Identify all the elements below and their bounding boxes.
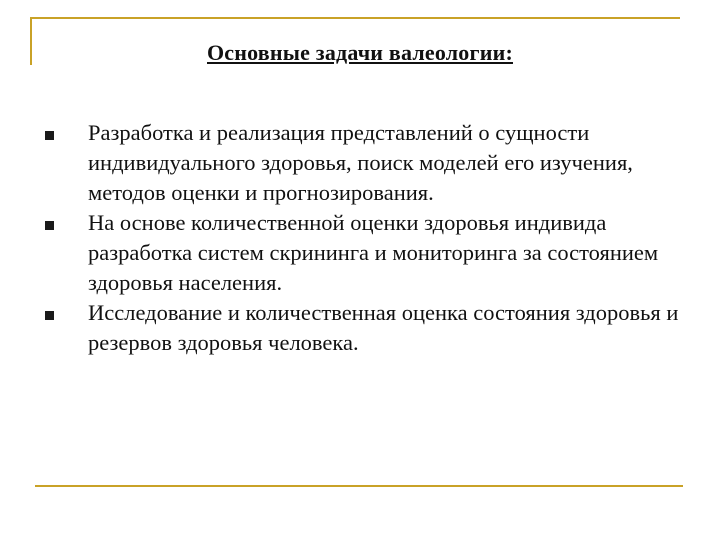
frame-top-line bbox=[30, 17, 680, 19]
list-item bbox=[40, 118, 680, 208]
list-item-text: На основе количественной оценки здоровья индивида разработка систем скрининга и мониторинга за состоянием здоровья населения. bbox=[88, 210, 659, 295]
task-list bbox=[40, 118, 680, 358]
square-bullet-icon bbox=[45, 221, 54, 230]
list-item-text: Разработка и реализация представлений о сущности индивидуального здоровья, поиск моделей его изучения, методов оценки и прогнозирования. bbox=[88, 120, 633, 205]
list-item bbox=[40, 298, 680, 358]
list-item-text: Исследование и количественная оценка состояния здоровья и резервов здоровья человека. bbox=[88, 300, 679, 355]
square-bullet-icon bbox=[45, 311, 54, 320]
square-bullet-icon bbox=[45, 131, 54, 140]
list-item bbox=[40, 208, 680, 298]
frame-bottom-line bbox=[35, 485, 683, 487]
slide-title: Основные задачи валеологии: bbox=[207, 40, 513, 65]
